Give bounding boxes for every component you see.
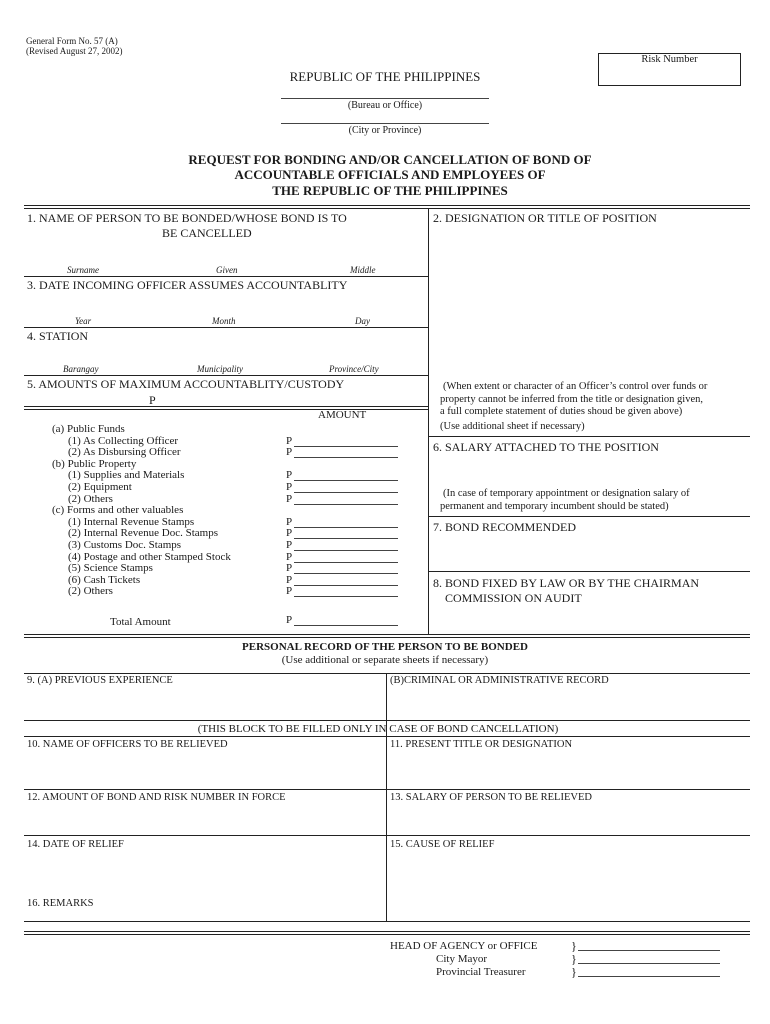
bureau-label: (Bureau or Office) — [347, 100, 423, 111]
fund-peso-sign: P — [286, 539, 293, 551]
personal-record-subheading: (Use additional or separate sheets if necessary) — [281, 654, 489, 666]
personal-record-heading: PERSONAL RECORD OF THE PERSON TO BE BONDED — [242, 641, 528, 653]
month-label: Month — [212, 316, 236, 326]
fund-peso-sign: P — [286, 492, 293, 505]
fund-item-label: (6) Cash Tickets — [68, 573, 141, 586]
fund-item-label: (2) Others — [68, 492, 113, 505]
note2-line1: (In case of temporary appointment or designation salary of — [443, 488, 690, 499]
fund-item-label: (1) Supplies and Materials — [68, 469, 185, 482]
fund-item-label: (a) Public Funds — [52, 423, 125, 435]
note1-line2: property cannot be inferred from the title or designation given, — [440, 394, 703, 405]
barangay-label: Barangay — [63, 364, 99, 374]
province-label: Province/City — [329, 364, 379, 374]
item10-label: 10. NAME OF OFFICERS TO BE RELIEVED — [27, 739, 228, 750]
form-title-line1: REQUEST FOR BONDING AND/OR CANCELLATION OF BOND OF — [188, 152, 592, 167]
table-top-border — [24, 205, 750, 209]
signature-brace-1: } — [571, 939, 577, 953]
republic-heading: REPUBLIC OF THE PHILIPPINES — [289, 69, 481, 84]
item5-separator — [24, 406, 428, 410]
item13-label: 13. SALARY OF PERSON TO BE RELIEVED — [390, 792, 592, 803]
item9b-label: (B)CRIMINAL OR ADMINISTRATIVE RECORD — [390, 675, 609, 686]
item4-label: 4. STATION — [27, 329, 89, 343]
item7-label: 7. BOND RECOMMENDED — [433, 520, 577, 534]
fund-peso-sign: P — [286, 573, 293, 586]
fund-item-label: (2) Internal Revenue Doc. Stamps — [68, 527, 218, 540]
fund-item-label: (3) Customs Doc. Stamps — [68, 539, 182, 551]
fund-item-label: (4) Postage and other Stamped Stock — [68, 550, 231, 563]
fund-peso-sign: P — [286, 550, 293, 563]
item1-label-cont: BE CANCELLED — [162, 226, 252, 240]
item1-label: 1. NAME OF PERSON TO BE BONDED/WHOSE BOND IS TO — [27, 211, 347, 225]
fund-amount-field[interactable] — [294, 550, 398, 551]
form-number: General Form No. 57 (A) — [26, 36, 118, 46]
table-bottom-border — [24, 634, 750, 638]
municipality-label: Municipality — [197, 364, 243, 374]
item12-label: 12. AMOUNT OF BOND AND RISK NUMBER IN FORCE — [27, 792, 286, 803]
note2-line2: permanent and temporary incumbent should be stated) — [440, 501, 669, 512]
signature-brace-3: } — [571, 965, 577, 979]
fund-item-label: (1) As Collecting Officer — [68, 434, 179, 447]
total-amount-label: Total Amount — [110, 616, 171, 628]
city-line[interactable] — [281, 123, 489, 124]
item15-label: 15. CAUSE OF RELIEF — [390, 839, 495, 850]
cancel-note-bottom — [24, 736, 750, 737]
fund-amount-field[interactable] — [294, 446, 398, 447]
day-label: Day — [355, 316, 370, 326]
item7-bottom — [428, 571, 750, 572]
fund-amount-field[interactable] — [294, 562, 398, 563]
amount-header: AMOUNT — [318, 409, 367, 421]
total-peso-sign: P — [286, 614, 293, 626]
item6-label: 6. SALARY ATTACHED TO THE POSITION — [433, 440, 659, 454]
fund-amount-field[interactable] — [294, 480, 398, 481]
fund-peso-sign: P — [286, 562, 293, 575]
middle-label: Middle — [350, 265, 376, 275]
signature-brace-2: } — [571, 952, 577, 966]
item5-label: 5. AMOUNTS OF MAXIMUM ACCOUNTABLITY/CUSTODY — [27, 377, 345, 391]
item9-top — [24, 673, 750, 674]
item6-bottom — [428, 516, 750, 517]
fund-item-label: (2) As Disbursing Officer — [68, 446, 181, 459]
fund-peso-sign: P — [286, 446, 293, 459]
fund-amount-field[interactable] — [294, 492, 398, 493]
form-title-line2: ACCOUNTABLE OFFICIALS AND EMPLOYEES OF — [234, 167, 546, 182]
item5-p: P — [149, 393, 156, 407]
fund-peso-sign: P — [286, 527, 293, 540]
fund-item-label: (c) Forms and other valuables — [52, 504, 184, 517]
fund-item-label: (2) Equipment — [68, 481, 132, 493]
personal-column-divider — [386, 673, 387, 921]
fund-peso-sign: P — [286, 434, 293, 447]
revision-date: (Revised August 27, 2002) — [26, 46, 123, 56]
item9a-label: 9. (A) PREVIOUS EXPERIENCE — [27, 675, 173, 686]
item8-label: 8. BOND FIXED BY LAW OR BY THE CHAIRMAN — [433, 576, 700, 590]
form-title-line3: THE REPUBLIC OF THE PHILIPPINES — [272, 183, 508, 198]
total-amount-field[interactable] — [294, 625, 398, 626]
note1-line1: (When extent or character of an Officer’s control over funds or — [443, 381, 708, 392]
fund-amount-field[interactable] — [294, 596, 398, 597]
fund-amount-field[interactable] — [294, 527, 398, 528]
item10-bottom — [24, 789, 750, 790]
item12-bottom — [24, 835, 750, 836]
year-label: Year — [75, 316, 92, 326]
item8-label-cont: COMMISSION ON AUDIT — [445, 591, 582, 605]
fund-item-label: (1) Internal Revenue Stamps — [68, 515, 195, 528]
item2-bottom — [428, 436, 750, 437]
city-mayor-label: City Mayor — [436, 953, 488, 965]
surname-label: Surname — [67, 265, 99, 275]
fund-amount-field[interactable] — [294, 538, 398, 539]
risk-number-box[interactable] — [598, 53, 741, 86]
signature-line-mayor[interactable] — [578, 963, 720, 964]
signature-line-head[interactable] — [578, 950, 720, 951]
item3-bottom — [24, 327, 428, 328]
item1-bottom — [24, 276, 428, 277]
item14-label: 14. DATE OF RELIEF — [27, 839, 124, 850]
item11-label: 11. PRESENT TITLE OR DESIGNATION — [390, 739, 573, 750]
item14-bottom — [24, 921, 750, 922]
item16-label: 16. REMARKS — [27, 898, 94, 909]
item9-bottom — [24, 720, 750, 721]
risk-number-label: Risk Number — [641, 54, 698, 65]
bureau-line[interactable] — [281, 98, 489, 99]
city-label: (City or Province) — [348, 125, 422, 136]
fund-item-label: (2) Others — [68, 585, 113, 598]
given-label: Given — [216, 265, 238, 275]
fund-peso-sign: P — [286, 515, 293, 528]
fund-amount-field[interactable] — [294, 585, 398, 586]
item2-label: 2. DESIGNATION OR TITLE OF POSITION — [433, 211, 657, 225]
cancellation-note: (THIS BLOCK TO BE FILLED ONLY IN CASE OF BOND CANCELLATION) — [197, 723, 559, 735]
item4-bottom — [24, 375, 428, 376]
fund-amount-field[interactable] — [294, 457, 398, 458]
signature-line-treasurer[interactable] — [578, 976, 720, 977]
fund-peso-sign: P — [286, 481, 293, 493]
fund-item-label: (5) Science Stamps — [68, 562, 153, 575]
item3-label: 3. DATE INCOMING OFFICER ASSUMES ACCOUNTABLITY — [27, 278, 348, 292]
remarks-bottom — [24, 931, 750, 935]
fund-peso-sign: P — [286, 469, 293, 482]
note1-line3: a full complete statement of duties shoud be given above) — [440, 406, 683, 417]
fund-amount-field[interactable] — [294, 573, 398, 574]
fund-peso-sign: P — [286, 585, 293, 598]
fund-amount-field[interactable] — [294, 504, 398, 505]
note1-line4: (Use additional sheet if necessary) — [440, 421, 585, 432]
head-of-agency-label: HEAD OF AGENCY or OFFICE — [390, 940, 538, 952]
fund-item-label: (b) Public Property — [52, 457, 137, 470]
provincial-treasurer-label: Provincial Treasurer — [436, 966, 526, 978]
